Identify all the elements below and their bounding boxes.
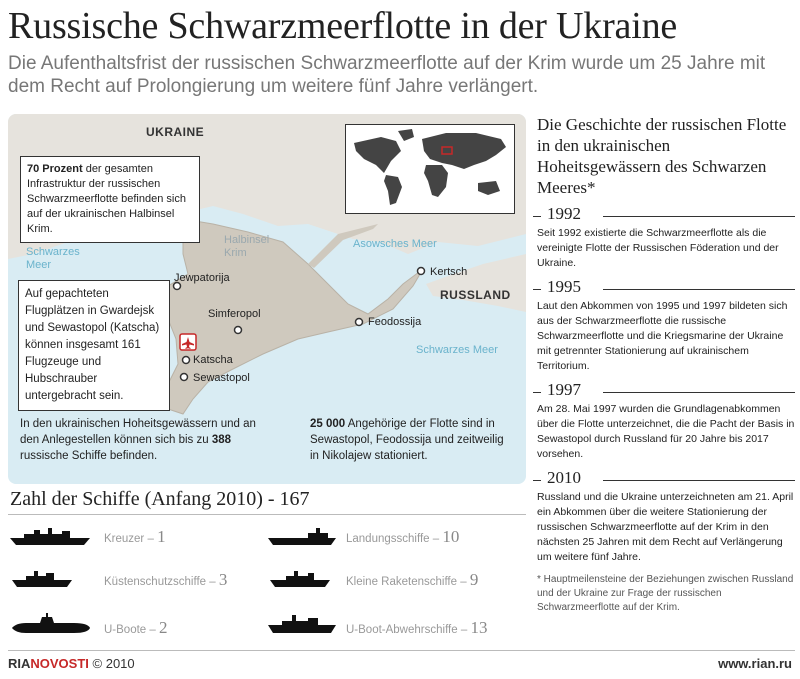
south-america <box>384 175 402 205</box>
infobox-airfields: Auf gepachteten Flugplätzen in Gwardejsk und Sewastopol (Katscha) können insgesamt 161 Flugzeuge und Hubschrauber untergebracht sein. <box>18 280 170 411</box>
city-sewastopol: Sewastopol <box>193 372 250 384</box>
site-url: www.rian.ru <box>718 656 792 671</box>
infra-text: der gesamten Infrastruktur der russischen Schwarzmeerflotte befinden sich auf der ukrainischen Halbinsel Krim. <box>27 163 186 235</box>
page-title: Russische Schwarzmeerflotte in der Ukraine <box>8 5 678 47</box>
label-halbinsel-krim: Halbinsel Krim <box>224 234 270 259</box>
city-kertsch: Kertsch <box>430 266 468 278</box>
year-2010: 2010 <box>537 468 795 488</box>
ship-kreuzer: Kreuzer – 1 <box>104 527 166 546</box>
city-simferopol: Simferopol <box>208 308 261 320</box>
north-america <box>354 137 401 173</box>
world-map-inset <box>345 124 515 214</box>
missile-ship-icon <box>270 568 332 588</box>
africa <box>424 165 448 197</box>
year-text-1997: Am 28. Mai 1997 wurden die Grundlagenabkommen über die Flotte unterzeichnet, die die Pacht der Basis in Sewastopol durch Russland für 20 Jahre bis 2017 vorsehen. <box>537 403 795 460</box>
history-footnote: * Hauptmeilensteine der Beziehungen zwischen Russland und der Ukraine zur Frage der russischen Schwarzmeerflotte auf der Krim. <box>537 574 794 613</box>
australia <box>478 181 500 195</box>
marker-sewastopol <box>181 374 188 381</box>
copyright: © 2010 <box>92 656 135 671</box>
note-personnel: 25 000 Angehörige der Flotte sind in Sewastopol, Feodossija und zeitweilig in Nikolajew stationiert. <box>310 418 504 462</box>
label-russland: RUSSLAND <box>440 288 511 302</box>
infra-highlight: 70 Prozent <box>27 163 83 175</box>
city-jewpatorija: Jewpatorija <box>174 272 230 284</box>
ship-u-boote: U-Boote – 2 <box>104 618 168 637</box>
marker-simferopol <box>235 327 242 334</box>
cruiser-icon <box>10 526 92 546</box>
greenland <box>398 129 414 141</box>
note-personnel-highlight: 25 000 <box>310 418 346 430</box>
landing-ship-icon <box>268 526 338 546</box>
footer-divider <box>8 650 795 651</box>
page-subtitle: Die Aufenthaltsfrist der russischen Schwarzmeerflotte auf der Krim wurde um 25 Jahre mit dem Recht auf Prolongierung um weitere fünf Jahre verlängert. <box>8 53 766 97</box>
note-ships-highlight: 388 <box>211 434 231 446</box>
world-map-graphic <box>346 125 513 212</box>
year-text-1992: Seit 1992 existierte die Schwarzmeerflotte als die vereinigte Flotte der Russischen Föderation und der Ukraine. <box>537 227 779 269</box>
year-rule-left <box>533 216 541 217</box>
history-title: Die Geschichte der russischen Flotte in den ukrainischen Hoheitsgewässern des Schwarzen Meeres* <box>537 115 787 197</box>
ship-raketenschiffe: Kleine Raketenschiffe – 9 <box>346 570 479 589</box>
year-1995: 1995 <box>537 277 795 297</box>
label-schwarzes-meer-west: Schwarzes Meer <box>26 246 80 271</box>
marker-feodossija <box>356 319 363 326</box>
year-1992: 1992 <box>537 204 795 224</box>
city-katscha: Katscha <box>193 354 233 366</box>
ship-u-boot-abwehr: U-Boot-Abwehrschiffe – 13 <box>346 618 488 637</box>
history-panel <box>537 114 795 615</box>
ships-title: Zahl der Schiffe (Anfang 2010) - 167 <box>10 488 310 510</box>
year-1997: 1997 <box>537 380 795 400</box>
label-asowsches-meer: Asowsches Meer <box>353 238 437 250</box>
year-rule-right <box>603 216 795 217</box>
marker-kertsch <box>418 268 425 275</box>
note-ships-capacity: In den ukrainischen Hoheitsgewässern und an den Anlegestellen können sich bis zu 388 russische Schiffe befinden. <box>20 418 256 462</box>
coastal-ship-icon <box>12 568 74 588</box>
year-text-2010: Russland und die Ukraine unterzeichneten am 21. April ein Abkommen über die weitere Stationierung der russischen Schwarzmeerflotte auf der Krim in den nächsten 25 Jahren mit dem Recht auf Verlängerung um weitere fünf Jahre. <box>537 491 794 563</box>
submarine-icon <box>10 612 92 636</box>
label-schwarzes-meer-east: Schwarzes Meer <box>416 344 498 356</box>
europe-asia <box>422 133 506 169</box>
year-text-1995: Laut den Abkommen von 1995 und 1997 bildeten sich aus der Schwarzmeerflotte die russische Schwarzmeerflotte und die Kriegsmarine der Ukraine mit getrennter Stationierung auf ukrainischem Territorium. <box>537 300 788 372</box>
ria-novosti-logo: RIANOVOSTI © 2010 <box>8 656 135 671</box>
infobox-infrastructure <box>20 156 200 243</box>
asw-ship-icon <box>268 612 338 634</box>
marker-katscha <box>183 357 190 364</box>
ship-kuestenschutz: Küstenschutzschiffe – 3 <box>104 570 228 589</box>
city-feodossija: Feodossija <box>368 316 422 328</box>
label-ukraine: UKRAINE <box>146 125 205 139</box>
ship-landungsschiffe: Landungsschiffe – 10 <box>346 527 460 546</box>
ships-divider <box>8 514 526 515</box>
